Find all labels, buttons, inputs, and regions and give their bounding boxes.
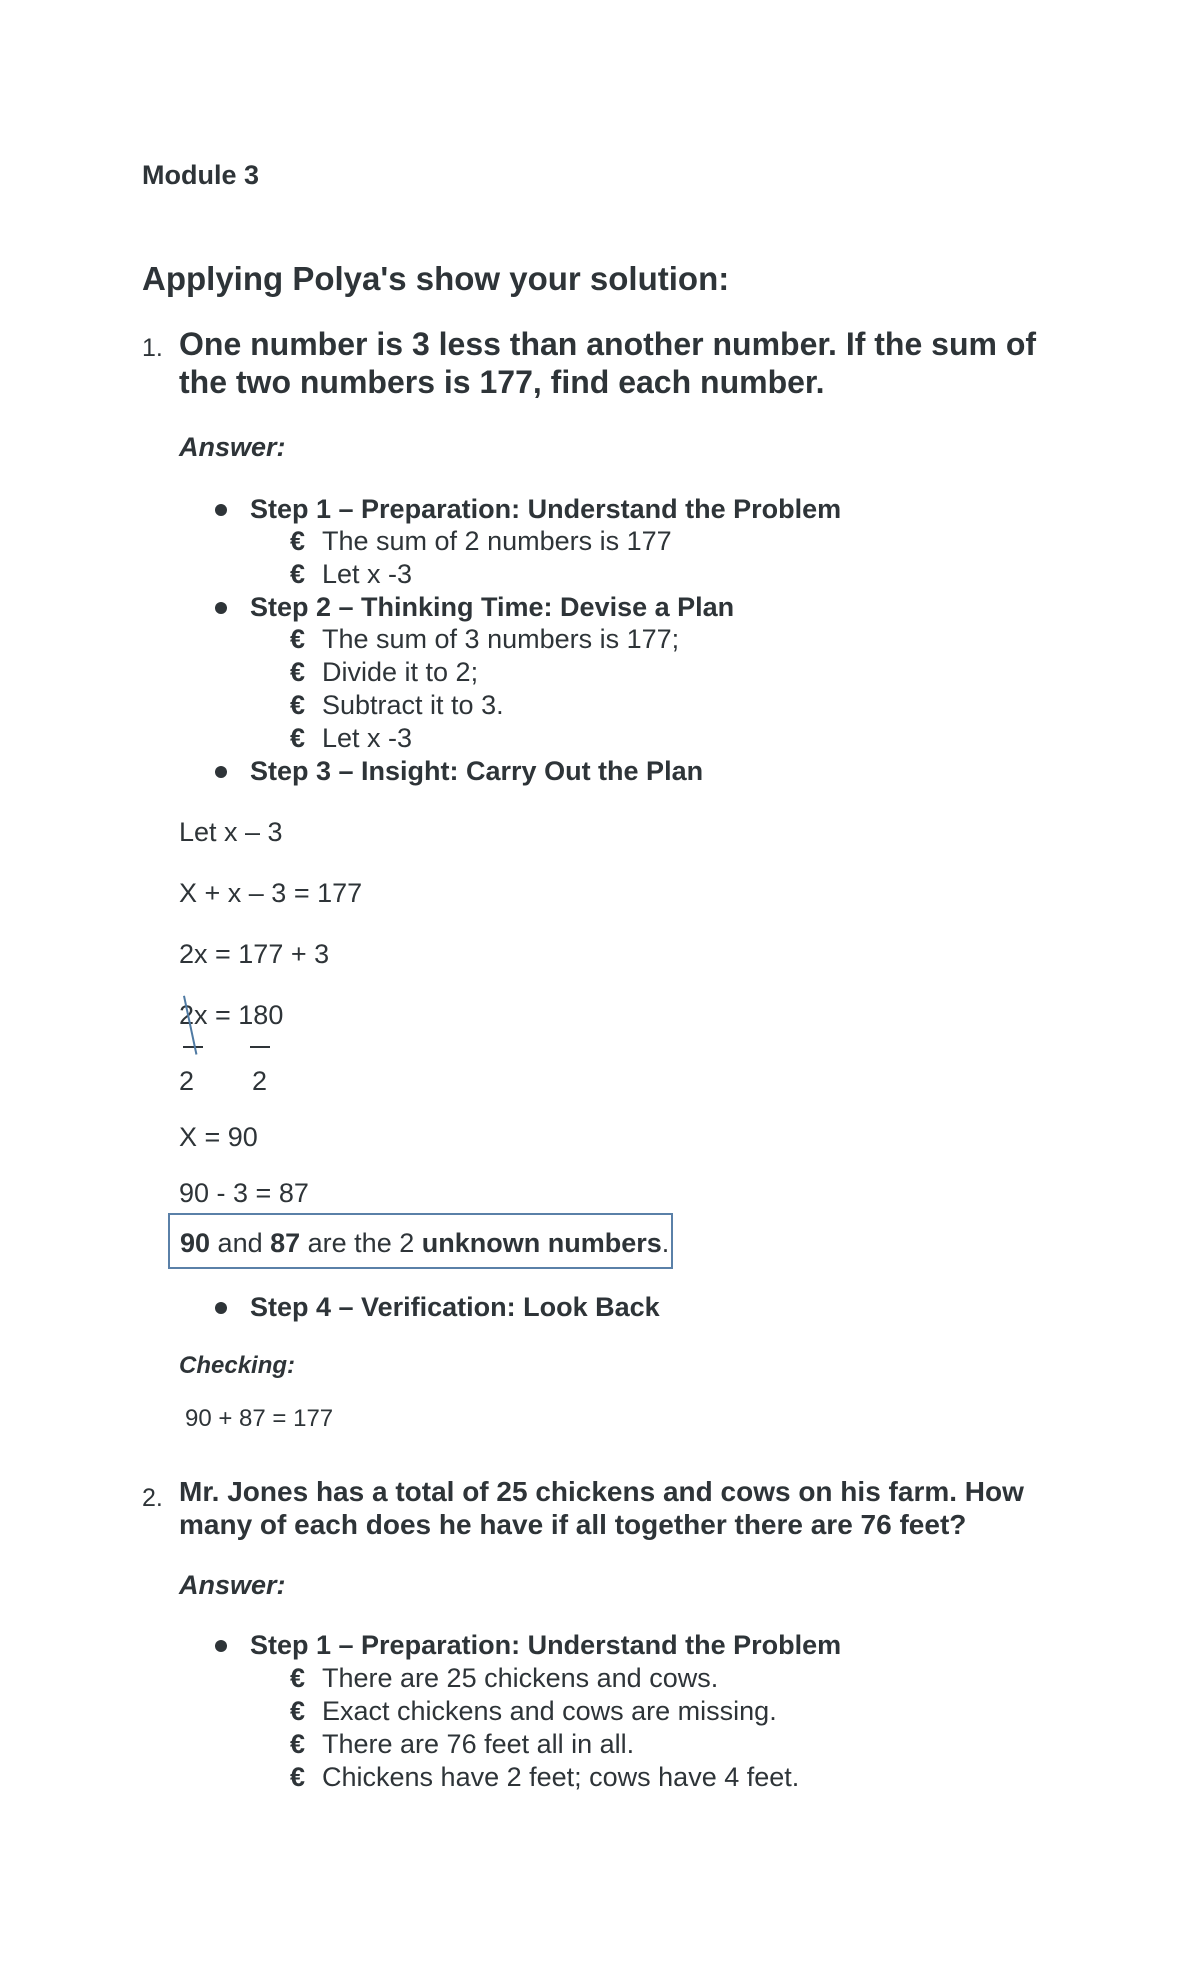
question-number: 2.	[142, 1484, 163, 1512]
work-line: 90 - 3 = 87	[179, 1178, 309, 1208]
work-line: X = 90	[179, 1122, 258, 1152]
euro-bullet-icon: €	[290, 1696, 306, 1726]
work-line: X + x – 3 = 177	[179, 878, 363, 908]
euro-bullet-icon: €	[290, 624, 306, 654]
answer-label: Answer:	[179, 432, 286, 462]
list-item: € There are 76 feet all in all.	[290, 1729, 635, 1759]
step-heading: Step 2 – Thinking Time: Devise a Plan	[250, 592, 734, 623]
fraction-bar	[250, 1046, 270, 1048]
bullet-icon	[215, 1640, 227, 1652]
list-item: € Subtract it to 3.	[290, 690, 504, 720]
list-item: € The sum of 3 numbers is 177;	[290, 624, 680, 654]
euro-bullet-icon: €	[290, 526, 306, 556]
denominator: 2	[179, 1066, 195, 1096]
bullet-icon	[215, 504, 227, 516]
euro-bullet-icon: €	[290, 723, 306, 753]
euro-bullet-icon: €	[290, 559, 306, 589]
checking-label: Checking:	[179, 1352, 296, 1379]
step-heading: Step 3 – Insight: Carry Out the Plan	[250, 756, 703, 787]
list-item: € Let x -3	[290, 559, 413, 589]
euro-bullet-icon: €	[290, 1663, 306, 1693]
check-equation: 90 + 87 = 177	[185, 1405, 334, 1432]
list-item: € Chickens have 2 feet; cows have 4 feet.	[290, 1762, 800, 1792]
bullet-icon	[215, 602, 227, 614]
page-heading: Applying Polya's show your solution:	[142, 260, 730, 297]
work-line: Let x – 3	[179, 817, 283, 847]
step-heading: Step 1 – Preparation: Understand the Problem	[250, 1630, 841, 1661]
euro-bullet-icon: €	[290, 1729, 306, 1759]
question-text: Mr. Jones has a total of 25 chickens and cows on his farm. How many of each does he have if all together there are 76 feet?	[179, 1476, 1024, 1540]
euro-bullet-icon: €	[290, 657, 306, 687]
euro-bullet-icon: €	[290, 1762, 306, 1792]
step-heading: Step 1 – Preparation: Understand the Problem	[250, 494, 841, 525]
bullet-icon	[215, 1302, 227, 1314]
question-text: One number is 3 less than another number. If the sum of the two numbers is 177, find each number.	[179, 326, 1037, 400]
bullet-icon	[215, 766, 227, 778]
result-sentence: 90 and 87 are the 2 unknown numbers.	[180, 1228, 670, 1258]
denominator: 2	[252, 1066, 268, 1096]
list-item: € The sum of 2 numbers is 177	[290, 526, 672, 556]
list-item: € Divide it to 2;	[290, 657, 479, 687]
list-item: € Exact chickens and cows are missing.	[290, 1696, 777, 1726]
work-line: 2x = 177 + 3	[179, 939, 330, 969]
module-title: Module 3	[142, 160, 260, 190]
step-heading: Step 4 – Verification: Look Back	[250, 1292, 660, 1323]
answer-label: Answer:	[179, 1570, 286, 1600]
work-line: 2x = 180	[179, 1000, 284, 1030]
question-number: 1.	[142, 334, 163, 362]
list-item: € There are 25 chickens and cows.	[290, 1663, 719, 1693]
list-item: € Let x -3	[290, 723, 413, 753]
euro-bullet-icon: €	[290, 690, 306, 720]
